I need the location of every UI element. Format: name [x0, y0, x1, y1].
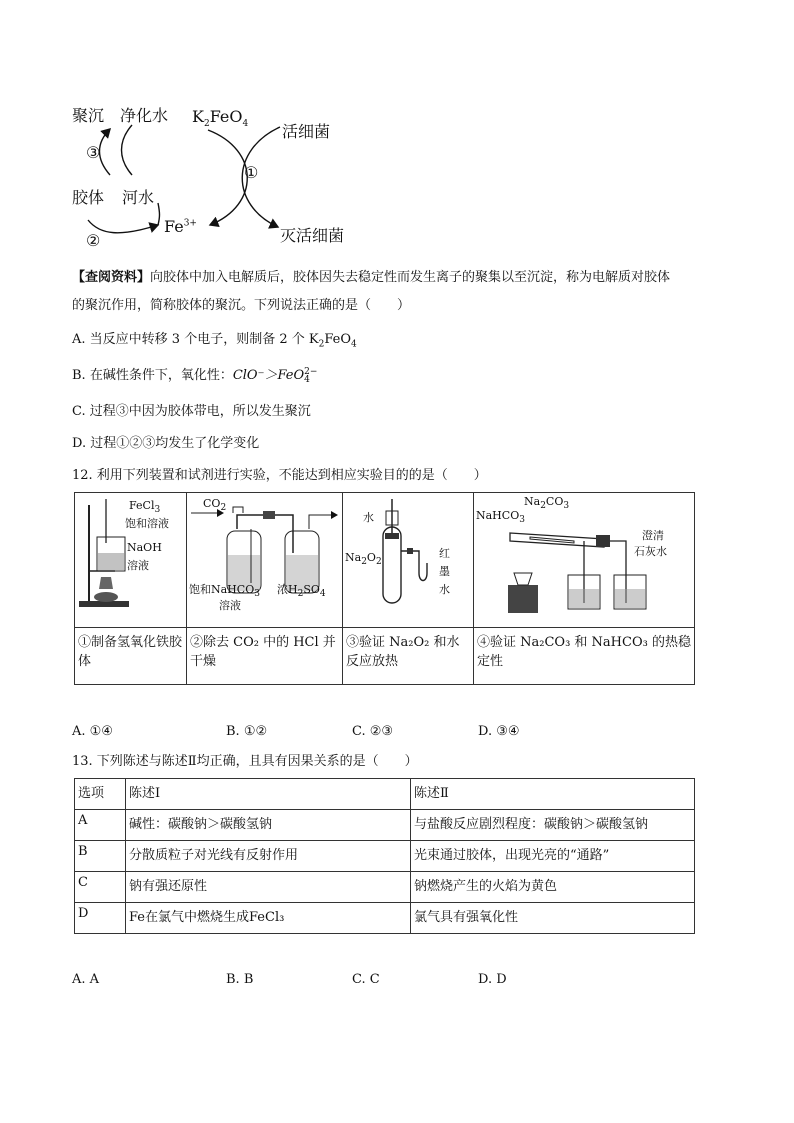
label-purified-water: 净化水	[120, 106, 169, 125]
q12-stem: 12. 利用下列装置和试剂进行实验，不能达到相应实验目的的是（ ）	[72, 468, 487, 483]
row-c-statement-1: 钠有强还原性	[126, 872, 411, 903]
row-c-statement-2: 钠燃烧产生的火焰为黄色	[411, 872, 695, 903]
reagent-ink-water: 水	[439, 583, 450, 596]
reagent-na2o2: $Na_2O_2$	[345, 551, 382, 568]
row-b-option: B	[75, 841, 126, 872]
label-step-1: ①	[244, 163, 259, 182]
label-step-2: ②	[86, 231, 101, 250]
table-row	[75, 903, 695, 934]
gas-co2: CO	[203, 497, 221, 510]
reagent-saturated-solution: 饱和溶液	[125, 517, 169, 530]
row-a-option: A	[75, 810, 126, 841]
row-d-statement-1: Fe在氯气中燃烧生成FeCl₃	[126, 903, 411, 934]
row-b-statement-1: 分散质粒子对光线有反射作用	[126, 841, 411, 872]
reagent-naoh: NaOH	[127, 541, 162, 554]
q13-table	[74, 778, 695, 934]
q13-option-c: C. C	[352, 972, 380, 987]
label-fe3: $Fe^{3+}$	[164, 217, 197, 236]
caption-3: ③验证 Na₂O₂ 和水反应放热	[343, 628, 474, 685]
q13-stem: 13. 下列陈述与陈述Ⅱ均正确，且具有因果关系的是（ ）	[72, 754, 418, 769]
reagent-nahco3: NaHCO$_3$	[476, 509, 525, 526]
reagent-na2co3: $Na_2CO_3$	[524, 495, 570, 512]
header-statement-1: 陈述Ⅰ	[126, 779, 411, 810]
table-row	[75, 810, 695, 841]
caption-2: ②除去 CO₂ 中的 HCl 并干燥	[187, 628, 343, 685]
apparatus-3	[343, 493, 474, 628]
apparatus-4	[474, 493, 695, 628]
reagent-sat-nahco3: 饱和NaHCO	[189, 583, 255, 596]
label-live-bacteria: 活细菌	[282, 122, 331, 141]
q13-option-d: D. D	[478, 972, 507, 987]
row-a-statement-2: 与盐酸反应剧烈程度：碳酸钠＞碳酸氢钠	[411, 810, 695, 841]
table-header-row	[75, 779, 695, 810]
q11-option-a: A. 当反应中转移 3 个电子，则制备 2 个 $K_2FeO_4$	[72, 332, 357, 350]
reagent-ink: 墨	[439, 565, 450, 578]
label-coagulation: 聚沉	[72, 106, 105, 125]
q13-option-b: B. B	[226, 972, 254, 987]
label-river-water: 河水	[122, 188, 155, 207]
q11-info-line2: 的聚沉作用，简称胶体的聚沉。下列说法正确的是（ ）	[72, 298, 411, 313]
q11-info-line1: 【查阅资料】向胶体中加入电解质后，胶体因失去稳定性而发生离子的聚集以至沉淀，称为电解质对胶体	[72, 270, 671, 285]
reagent-water: 水	[363, 511, 374, 524]
apparatus-1: FeCl$_3$ 饱和溶液 NaOH 溶液	[75, 493, 187, 628]
reagent-fecl3: FeCl	[129, 499, 155, 512]
cycle-diagram	[60, 95, 380, 255]
header-statement-2: 陈述Ⅱ	[411, 779, 695, 810]
q12-option-d: D. ③④	[478, 724, 520, 739]
reagent-nahco3-solution: 溶液	[219, 599, 241, 612]
label-step-3: ③	[86, 143, 101, 162]
reagent-red: 红	[439, 547, 450, 560]
label-k2feo4: $K_2FeO_4$	[192, 107, 249, 130]
reagent-limewater: 石灰水	[634, 545, 667, 558]
reagent-clear: 澄清	[642, 529, 664, 542]
table-row	[75, 841, 695, 872]
table-row	[75, 872, 695, 903]
q12-apparatus-table	[74, 492, 695, 685]
row-a-statement-1: 碱性：碳酸钠＞碳酸氢钠	[126, 810, 411, 841]
apparatus-2: $CO_2$ 饱和NaHCO$_3$ 溶液 浓$H_2SO_4$	[187, 493, 343, 628]
reagent-conc-h2so4: 浓$H_2SO_4$	[277, 583, 326, 600]
label-colloid: 胶体	[72, 188, 105, 207]
caption-1: ①制备氢氧化铁胶体	[75, 628, 187, 685]
row-d-option: D	[75, 903, 126, 934]
caption-4: ④验证 Na₂CO₃ 和 NaHCO₃ 的热稳定性	[474, 628, 695, 685]
q12-option-c: C. ②③	[352, 724, 394, 739]
row-d-statement-2: 氯气具有强氧化性	[411, 903, 695, 934]
q13-option-a: A. A	[72, 972, 100, 987]
header-option: 选项	[75, 779, 126, 810]
row-c-option: C	[75, 872, 126, 903]
row-b-statement-2: 光束通过胶体，出现光亮的“通路”	[411, 841, 695, 872]
reagent-naoh-solution: 溶液	[127, 559, 149, 572]
q11-option-b: B. 在碱性条件下，氧化性：ClO⁻＞FeO 2− 4	[72, 366, 318, 385]
q12-option-b: B. ①②	[226, 724, 268, 739]
q11-option-c: C. 过程③中因为胶体带电，所以发生聚沉	[72, 404, 311, 419]
q12-option-a: A. ①④	[72, 724, 113, 739]
label-dead-bacteria: 灭活细菌	[280, 226, 345, 245]
q11-option-d: D. 过程①②③均发生了化学变化	[72, 436, 260, 451]
